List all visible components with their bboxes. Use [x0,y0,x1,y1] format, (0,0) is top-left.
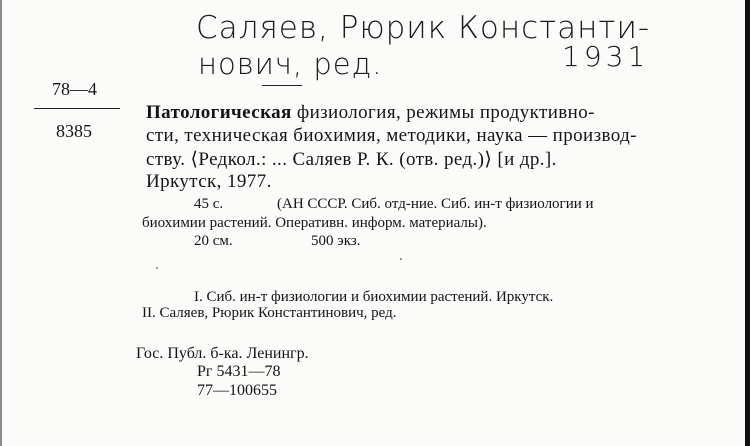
card-right-edge [745,0,750,446]
speck [400,258,402,260]
series-line-1: (АН СССР. Сиб. отд-ние. Сиб. ин-т физиологии и [277,196,594,212]
handwritten-author-line-1: Саляев, Рюрик Константи- [196,10,651,46]
card-left-edge [0,0,2,446]
entry-title-rest: физиология, режимы продуктивно- [291,102,595,123]
speck [156,267,158,269]
tracing-line-1: I. Сиб. ин-т физиологии и биохимии растений. Иркутск. [194,289,554,305]
tracing-line-2: II. Саляев, Рюрик Константинович, ред. [142,305,397,321]
holding-register: Рг 5431—78 [197,363,281,380]
entry-title-line-2: сти, техническая биохимия, методики, наука — производ- [146,125,637,146]
series-line-2: биохимии растений. Оперативн. информ. материалы). [142,215,487,231]
pagination: 45 с. [194,196,224,212]
entry-title-line-1 [146,102,595,124]
call-number-top: 78—4 [52,79,97,99]
handwritten-year: 1931 [562,40,650,73]
holding-library: Гос. Публ. б-ка. Ленингр. [136,345,309,362]
holding-number: 77—100655 [197,382,277,399]
entry-title-bold: Патологическая [146,102,292,123]
call-number-divider [34,108,120,109]
handwritten-author-line-2: нович, ред. [198,47,383,81]
entry-imprint: Иркутск, 1977. [146,171,272,192]
print-run: 500 экз. [311,233,361,249]
handwritten-underline [262,85,302,86]
dimensions: 20 см. [194,233,233,249]
entry-title-line-3: ству. ⟨Редкол.: ... Саляев Р. К. (отв. ред.)⟩ [и др.]. [146,149,557,170]
call-number-bottom: 8385 [56,121,92,141]
